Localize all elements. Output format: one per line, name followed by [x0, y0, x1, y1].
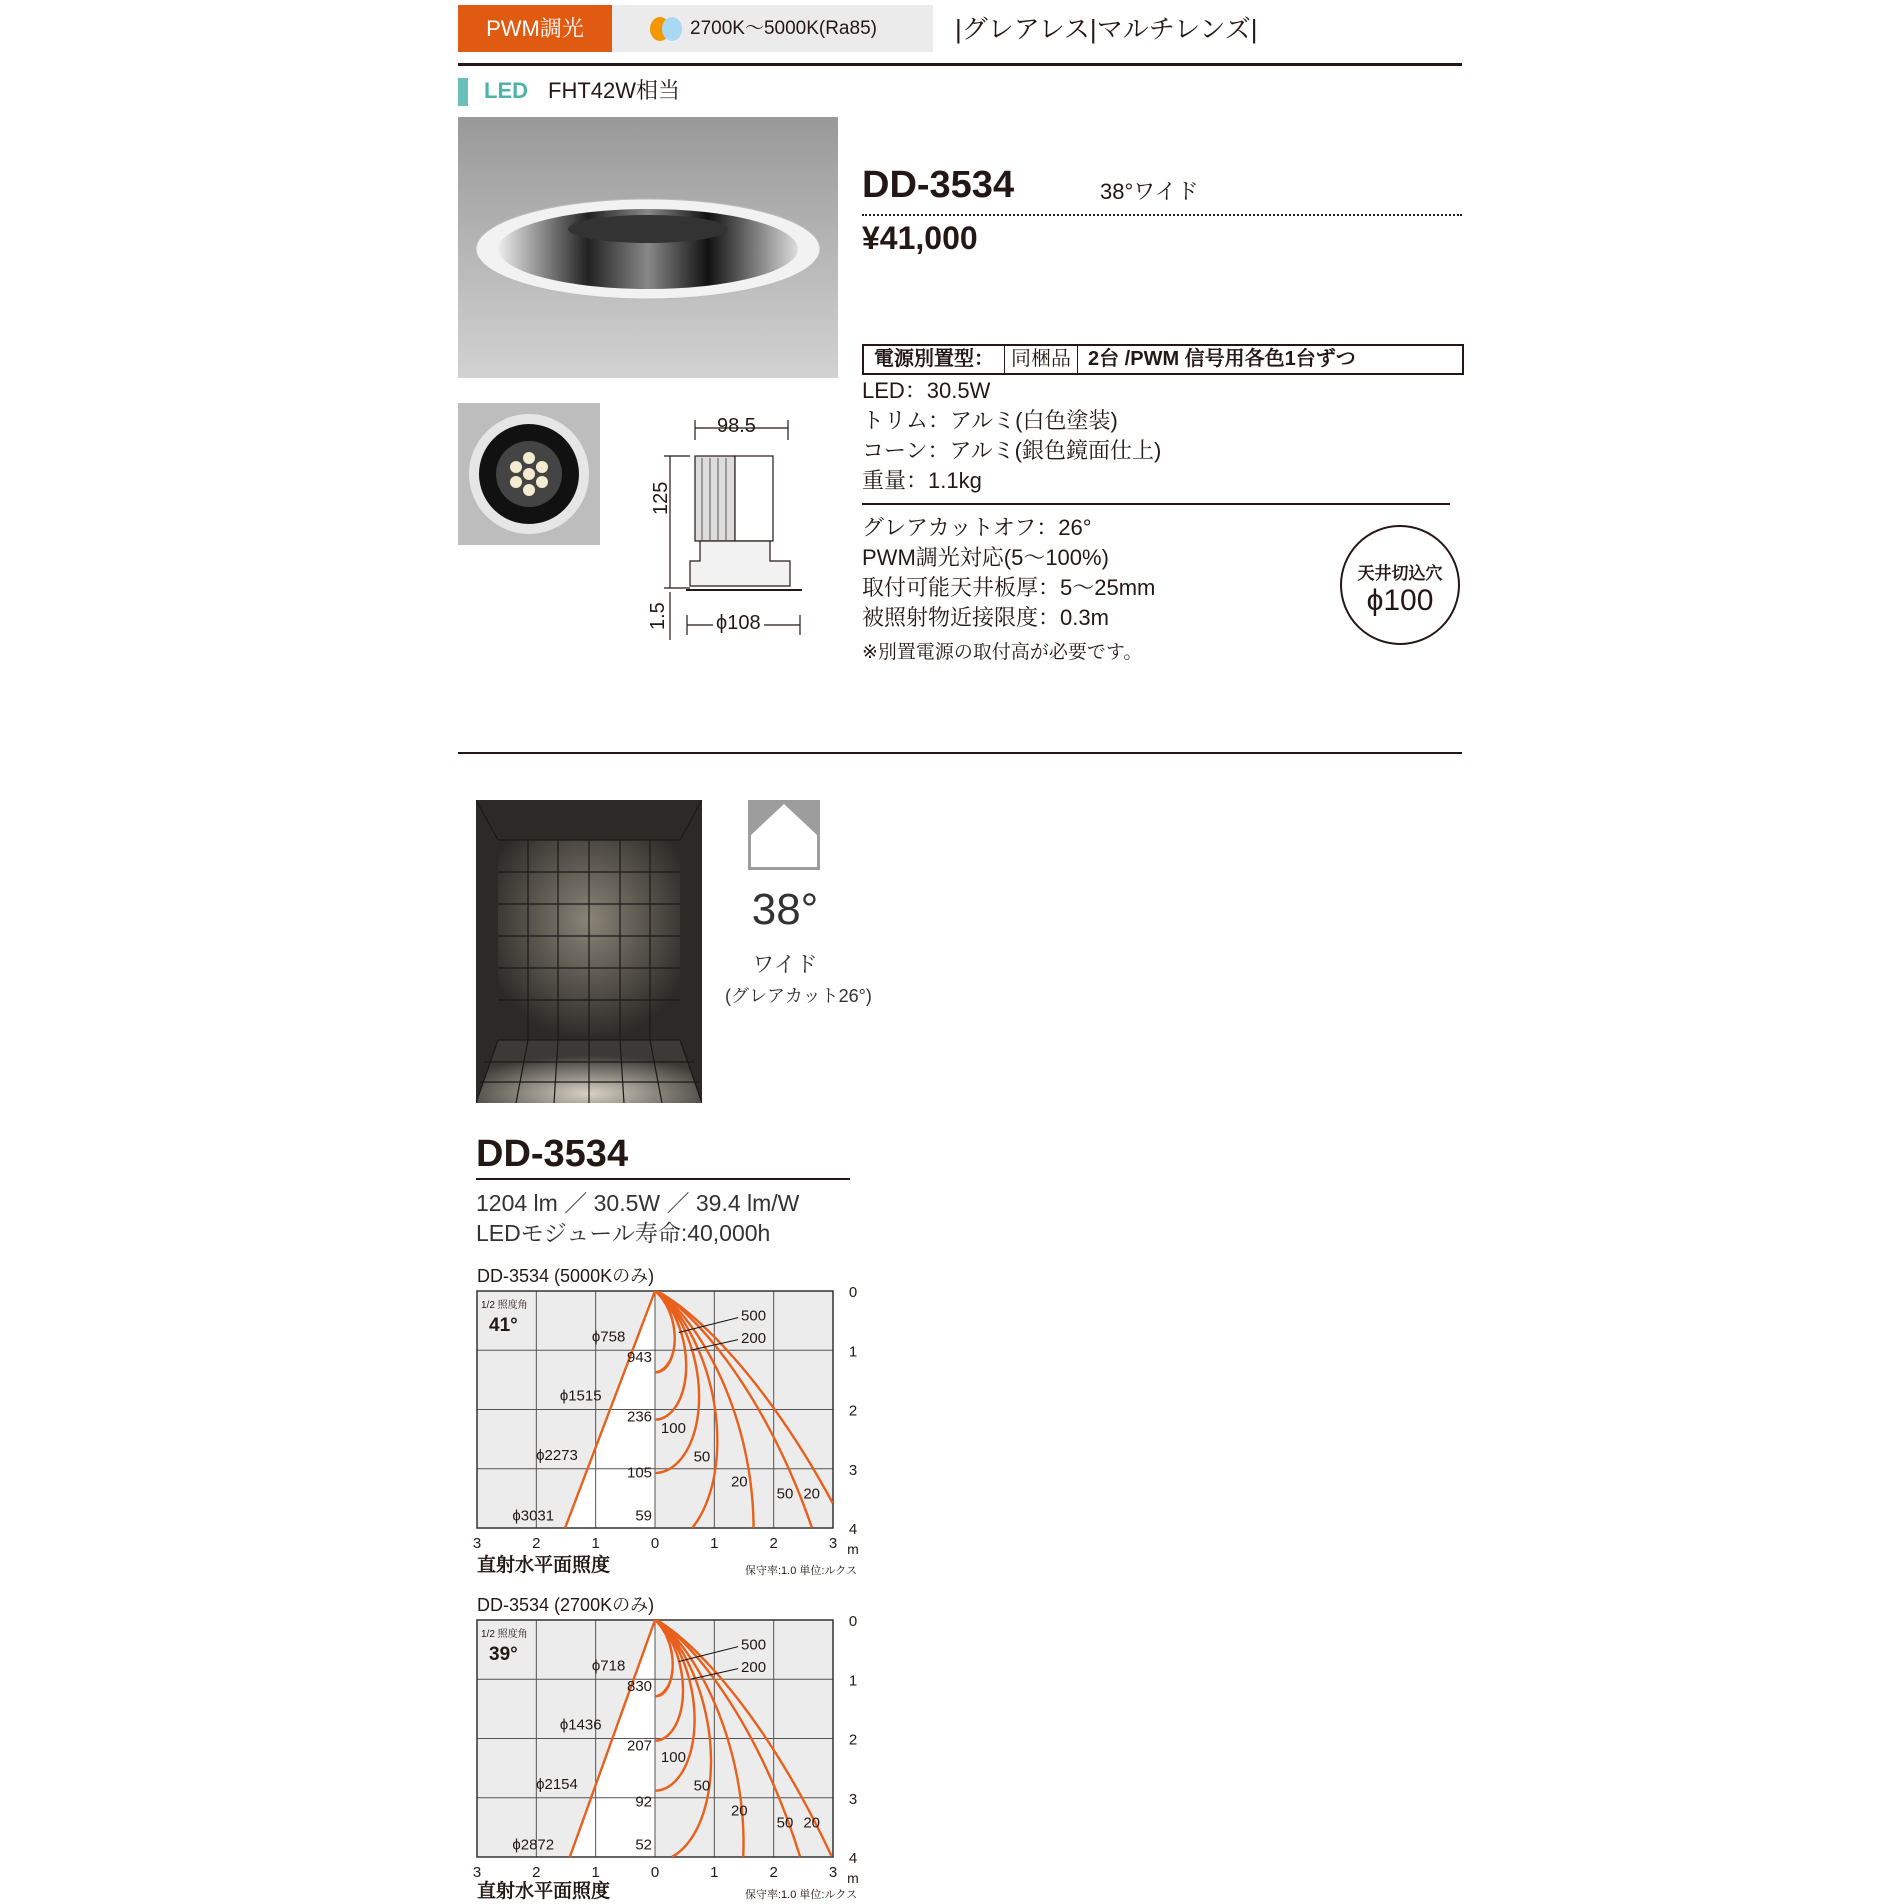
divider: [458, 752, 1462, 754]
note: ※別置電源の取付高が必要です。: [862, 642, 1143, 663]
cutout-value: ϕ100: [1366, 584, 1434, 617]
y-tick-label: 4: [848, 1850, 858, 1867]
half-angle-label: 1/2 照度角: [481, 1300, 528, 1311]
contour-label: 20: [803, 1814, 821, 1832]
beam-angle: 38°: [751, 885, 819, 934]
grid-cell: [477, 1739, 536, 1798]
spec-item: 重量：1.1kg: [862, 468, 982, 493]
power-label: 電源別置型：: [874, 348, 994, 370]
y-tick-label: 3: [848, 1461, 858, 1479]
contour-label: 50: [693, 1777, 711, 1795]
price: ¥41,000: [862, 220, 978, 256]
illuminance-chart-2700k: [470, 1609, 870, 1884]
y-tick-label: 2: [848, 1731, 858, 1749]
contour-label: 500: [741, 1307, 767, 1325]
beam-angle-icon: [748, 800, 820, 870]
contour-label: 200: [741, 1659, 767, 1677]
grid-cell: [477, 1679, 536, 1738]
diameter-label: ϕ1436: [559, 1716, 602, 1734]
spec-item: LED：30.5W: [862, 378, 991, 403]
illuminance-chart-5000k: [470, 1280, 870, 1565]
half-angle-label: 1/2 照度角: [481, 1629, 528, 1640]
pwm-dimming-badge: PWM調光: [458, 5, 612, 52]
model-number: DD-3534: [862, 164, 1015, 206]
grid-cell: [655, 1469, 714, 1528]
y-tick-label: 1: [848, 1343, 858, 1361]
x-tick-label: 2: [769, 1864, 778, 1881]
diameter-label: ϕ2273: [536, 1446, 578, 1464]
glare-cut-label: (グレアカット26°): [725, 986, 872, 1006]
contour-label: 100: [660, 1420, 686, 1438]
half-angle-value: 39°: [489, 1644, 518, 1665]
contour-label: 50: [776, 1485, 794, 1503]
beam-type: 38°ワイド: [1100, 179, 1199, 204]
center-lux-label: 943: [627, 1349, 653, 1367]
x-tick-label: 1: [591, 1535, 600, 1552]
grid-cell: [774, 1739, 833, 1798]
color-temp-text: 2700K〜5000K(Ra85): [690, 18, 877, 39]
contour-label: 20: [803, 1485, 821, 1503]
contour-label: 20: [730, 1802, 748, 1820]
dim-width: 98.5: [717, 415, 756, 437]
spec-item: 被照射物近接限度：0.3m: [862, 605, 1109, 630]
grid-cell: [714, 1350, 773, 1409]
center-lux-label: 105: [627, 1464, 653, 1482]
grid-cell: [774, 1410, 833, 1469]
y-tick-label: 0: [848, 1613, 858, 1630]
contour-label: 200: [741, 1330, 767, 1348]
grid-cell: [774, 1679, 833, 1738]
chart-title: DD-3534 (5000Kのみ): [477, 1266, 655, 1286]
x-tick-label: 1: [710, 1535, 719, 1552]
spec-item: グレアカットオフ：26°: [862, 515, 1092, 540]
product-photo: [458, 117, 838, 378]
cutout-badge: [1340, 525, 1460, 645]
axis-unit: m: [847, 1870, 859, 1884]
color-temp-icon: [646, 15, 686, 43]
led-marker-icon: [458, 78, 468, 106]
diameter-label: ϕ1515: [559, 1387, 602, 1405]
equivalent-text: FHT42W相当: [548, 78, 681, 103]
center-lux-label: 52: [635, 1836, 653, 1854]
x-tick-label: 1: [591, 1864, 600, 1881]
luminous-output: 1204 lm ／ 30.5W ／ 39.4 lm/W: [476, 1190, 800, 1216]
chart-title: DD-3534 (2700Kのみ): [477, 1595, 655, 1615]
beam-type-label: ワイド: [752, 952, 818, 977]
diameter-label: ϕ718: [591, 1657, 626, 1675]
x-tick-label: 2: [769, 1535, 778, 1552]
grid-cell: [536, 1620, 595, 1679]
y-tick-label: 1: [848, 1672, 858, 1690]
contour-label: 100: [660, 1749, 686, 1767]
spec-item: トリム：アルミ(白色塗装): [862, 408, 1118, 433]
half-angle-value: 41°: [489, 1315, 518, 1336]
x-tick-label: 2: [532, 1864, 541, 1881]
center-lux-label: 830: [627, 1678, 653, 1696]
center-lux-label: 236: [627, 1408, 653, 1426]
chart-xlabel: 直射水平面照度: [477, 1881, 611, 1902]
grid-cell: [477, 1410, 536, 1469]
grid-cell: [477, 1350, 536, 1409]
chart-xlabel: 直射水平面照度: [477, 1555, 611, 1576]
grid-cell: [536, 1291, 595, 1350]
x-tick-label: 0: [650, 1864, 660, 1881]
x-tick-label: 0: [650, 1535, 660, 1552]
chart-footnote: 保守率:1.0 単位:ルクス: [745, 1565, 858, 1577]
divider: [476, 1178, 850, 1180]
x-tick-label: 3: [828, 1864, 838, 1881]
spec-list-2: [862, 513, 1155, 633]
x-tick-label: 1: [710, 1864, 719, 1881]
led-tag: LED: [484, 78, 528, 103]
grid-cell: [774, 1291, 833, 1350]
dim-flange: 1.5: [647, 602, 669, 630]
power-detail: 2台 /PWM 信号用各色1台ずつ: [1088, 348, 1356, 370]
grid-cell: [774, 1620, 833, 1679]
x-tick-label: 3: [828, 1535, 838, 1552]
grid-cell: [774, 1350, 833, 1409]
diameter-label: ϕ2872: [512, 1836, 555, 1854]
model-number-2: DD-3534: [476, 1133, 629, 1175]
y-tick-label: 0: [848, 1284, 858, 1301]
diameter-label: ϕ3031: [512, 1507, 555, 1525]
spec-item: 取付可能天井板厚：5〜25mm: [862, 575, 1156, 600]
cutout-label: 天井切込穴: [1357, 564, 1443, 583]
spec-item: PWM調光対応(5〜100%): [862, 545, 1109, 570]
feature-list: |グレアレス|マルチレンズ|: [955, 14, 1258, 44]
dotted-divider: [862, 214, 1462, 216]
lens-photo: [458, 403, 600, 545]
dim-height: 125: [650, 481, 672, 515]
y-tick-label: 4: [848, 1521, 858, 1538]
power-supply-box: [862, 344, 1464, 375]
included-label: 同梱品: [1004, 346, 1078, 373]
diameter-label: ϕ2154: [536, 1775, 578, 1793]
spec-item: コーン：アルミ(銀色鏡面仕上): [862, 438, 1162, 463]
spec-list: [862, 376, 1161, 496]
dim-diameter: ϕ108: [713, 612, 764, 635]
divider: [862, 503, 1450, 505]
room-simulation-image: [476, 800, 702, 1103]
diameter-label: ϕ758: [591, 1328, 626, 1346]
y-tick-label: 2: [848, 1402, 858, 1420]
center-lux-label: 92: [635, 1793, 653, 1811]
contour-label: 50: [693, 1448, 711, 1466]
color-temp-badge: [612, 5, 933, 52]
center-lux-label: 207: [627, 1737, 653, 1755]
center-lux-label: 59: [635, 1507, 653, 1525]
divider: [458, 63, 1462, 66]
chart-footnote: 保守率:1.0 単位:ルクス: [745, 1889, 858, 1901]
x-tick-label: 2: [532, 1535, 541, 1552]
contour-label: 500: [741, 1636, 767, 1654]
x-tick-label: 3: [472, 1535, 482, 1552]
axis-unit: m: [847, 1541, 859, 1557]
y-tick-label: 3: [848, 1790, 858, 1808]
x-tick-label: 3: [472, 1864, 482, 1881]
contour-label: 20: [730, 1473, 748, 1491]
module-life: LEDモジュール寿命:40,000h: [476, 1220, 771, 1246]
led-line: [458, 76, 680, 106]
contour-label: 50: [776, 1814, 794, 1832]
